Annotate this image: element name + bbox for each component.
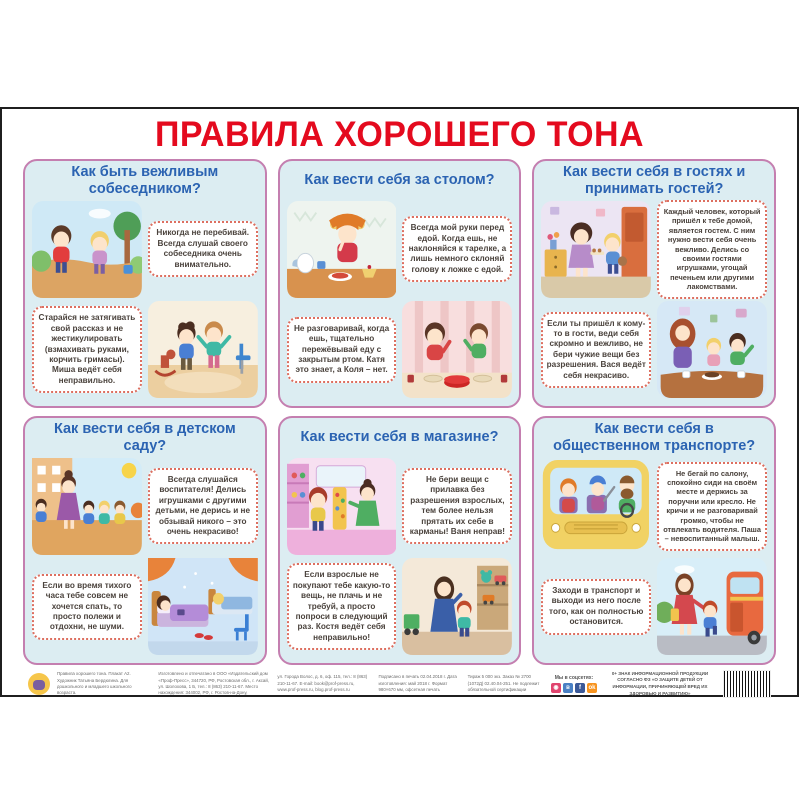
rule-text: Каждый человек, который пришёл к тебе домой, является гостем. С ним нужно вести себя очень вежливо. Делись со своими гостями игрушками, угощай печеньем или другими лакомствами. bbox=[657, 200, 767, 299]
illustration-inside-bus bbox=[541, 458, 651, 555]
panel-row bbox=[32, 557, 258, 658]
barcode bbox=[723, 670, 771, 698]
panel-title: Как вести себя за столом? bbox=[304, 172, 495, 189]
illustration-teacher-with-kids bbox=[32, 458, 142, 555]
rule-text: Всегда слушайся воспитателя! Делись игрушками с другими детьми, не дерись и не обзывай никого – это очень некрасиво! bbox=[148, 468, 258, 544]
imprint-footer bbox=[2, 665, 797, 698]
panel-store bbox=[278, 416, 522, 665]
rule-text: Старайся не затягивать свой рассказ и не жестикулировать (взмахивать руками, корчить гримасы). Миша ведёт себя неправильно. bbox=[32, 306, 142, 393]
illustration-kids-gesturing-indoors bbox=[148, 301, 258, 398]
illustration-girl-at-table bbox=[287, 201, 397, 298]
panel-row bbox=[32, 456, 258, 557]
imprint-edition-text: Тираж 5 000 экз. Заказ № 2700 (1072Д) 02.40.04-251. Не подлежит обязательной сертификации bbox=[467, 674, 540, 693]
panel-guests bbox=[532, 159, 776, 408]
panel-row bbox=[32, 199, 258, 300]
illustration-mom-and-boy-in-toy-store bbox=[402, 558, 512, 655]
social-block bbox=[551, 675, 597, 693]
panel-row bbox=[541, 557, 767, 658]
rule-text: Если ты пришёл к кому-то в гости, веди себя скромно и вежливо, не бери чужие вещи без разрешения. Вася ведёт себя некрасиво. bbox=[541, 312, 651, 388]
rule-text: Не бегай по салону, спокойно сиди на своём месте и держись за поручни или кресло. Не кричи и не разговаривай громко, чтобы не отвлекать водителя. Паша – невоспитанный малыш. bbox=[657, 462, 767, 551]
panel-polite-conversation bbox=[23, 159, 267, 408]
publisher-logo bbox=[28, 673, 50, 695]
odnoklassniki-icon: ok bbox=[588, 685, 596, 691]
panel-title: Как быть вежливым собеседником? bbox=[71, 164, 219, 197]
imprint-address-text: ул. Города Волос, д. 6, оф. 115, тел.: 8 (863) 210-11-67. E-mail: book@prof-press.ru, www.prof-press.ru, blog.prof-press.ru bbox=[277, 674, 368, 693]
panel-row bbox=[287, 199, 513, 300]
panel-row bbox=[541, 456, 767, 557]
panel-kindergarten bbox=[23, 416, 267, 665]
panel-title: Как вести себя в магазине? bbox=[300, 429, 499, 446]
panel-title: Как вести себя в детском саду? bbox=[53, 421, 236, 454]
panel-row bbox=[287, 456, 513, 557]
rule-text: Заходи в транспорт и выходи из него после того, как он полностью остановится. bbox=[541, 579, 651, 635]
illustration-kids-eating bbox=[402, 301, 512, 398]
illustration-boarding-bus bbox=[657, 558, 767, 655]
illustration-guests-at-table bbox=[657, 301, 767, 398]
rule-text: Всегда мой руки перед едой. Когда ешь, не наклоняйся к тарелке, а лишь немного склоняй голову к ложке с едой. bbox=[402, 216, 512, 282]
panel-public-transport bbox=[532, 416, 776, 665]
panel-table-manners bbox=[278, 159, 522, 408]
illustration-kids-talking-outdoors bbox=[32, 201, 142, 298]
poster-sheet bbox=[0, 107, 799, 697]
vk-icon: в bbox=[563, 683, 573, 693]
social-label: Мы в соцсетях: bbox=[554, 675, 594, 681]
rule-text: Если взрослые не покупают тебе какую-то вещь, не плачь и не требуй, а просто попроси в следующий раз. Костя ведёт себя неправильно! bbox=[287, 563, 397, 650]
panel-title: Как вести себя в гостях и принимать гостей? bbox=[562, 164, 746, 197]
panel-row bbox=[541, 199, 767, 300]
illustration-boy-at-candy-counter bbox=[287, 458, 397, 555]
rule-text: Не разговаривай, когда ешь, тщательно пережёвывай еду с закрытым ртом. Катя это знает, а Коля – нет. bbox=[287, 317, 397, 383]
imprint-print-text: Подписано в печать 02.04.2018 г. Дата изготовления: май 2018 г. Формат 980×670 мм, офсетная печать bbox=[378, 674, 457, 693]
panel-row bbox=[287, 557, 513, 658]
poster-title: ПРАВИЛА ХОРОШЕГО ТОНА bbox=[155, 115, 644, 154]
panels-grid bbox=[2, 159, 797, 665]
panel-row bbox=[287, 300, 513, 401]
instagram-icon: ◉ bbox=[551, 683, 561, 693]
rule-text: Не бери вещи с прилавка без разрешения взрослых, тем более нельзя прятать их себе в карманы! Ваня неправ! bbox=[402, 468, 512, 544]
age-rating-note: 0+ ЗНАК ИНФОРМАЦИОННОЙ ПРОДУКЦИИ СОГЛАСНО ФЗ «О ЗАЩИТЕ ДЕТЕЙ ОТ ИНФОРМАЦИИ, ПРИЧИНЯЮЩЕЙ ВРЕД ИХ ЗДОРОВЬЮ И РАЗВИТИЮ» bbox=[611, 670, 709, 696]
rule-text: Никогда не перебивай. Всегда слушай своего собеседника очень внимательно. bbox=[148, 221, 258, 277]
illustration-girl-offering-cookies bbox=[541, 201, 651, 298]
imprint-publisher-text: Изготовлено и отпечатано в ООО «Издательский дом «Проф-Пресс», 344720, РФ, Ростовская обл., г. Аксай, ул. Шолохова, 1 Б, тел.: 8 (863) 210-11-67. Место нахождения: 344002, РФ, г. Ростов-на-Дону, bbox=[158, 671, 270, 696]
credits-text: Правила хорошего тона. Плакат А2. Художник Татьяна Бердюгина. Для дошкольного и младшего школьного возраста. bbox=[57, 671, 132, 696]
rule-text: Если во время тихого часа тебе совсем не хочется спать, то просто полежи и отдохни, не шуми. bbox=[32, 574, 142, 640]
social-icons bbox=[551, 683, 597, 693]
panel-row bbox=[541, 300, 767, 401]
facebook-icon: f bbox=[575, 683, 585, 693]
illustration-kids-sleeping bbox=[148, 558, 258, 655]
panel-row bbox=[32, 300, 258, 401]
panel-title: Как вести себя в общественном транспорте? bbox=[553, 421, 756, 454]
